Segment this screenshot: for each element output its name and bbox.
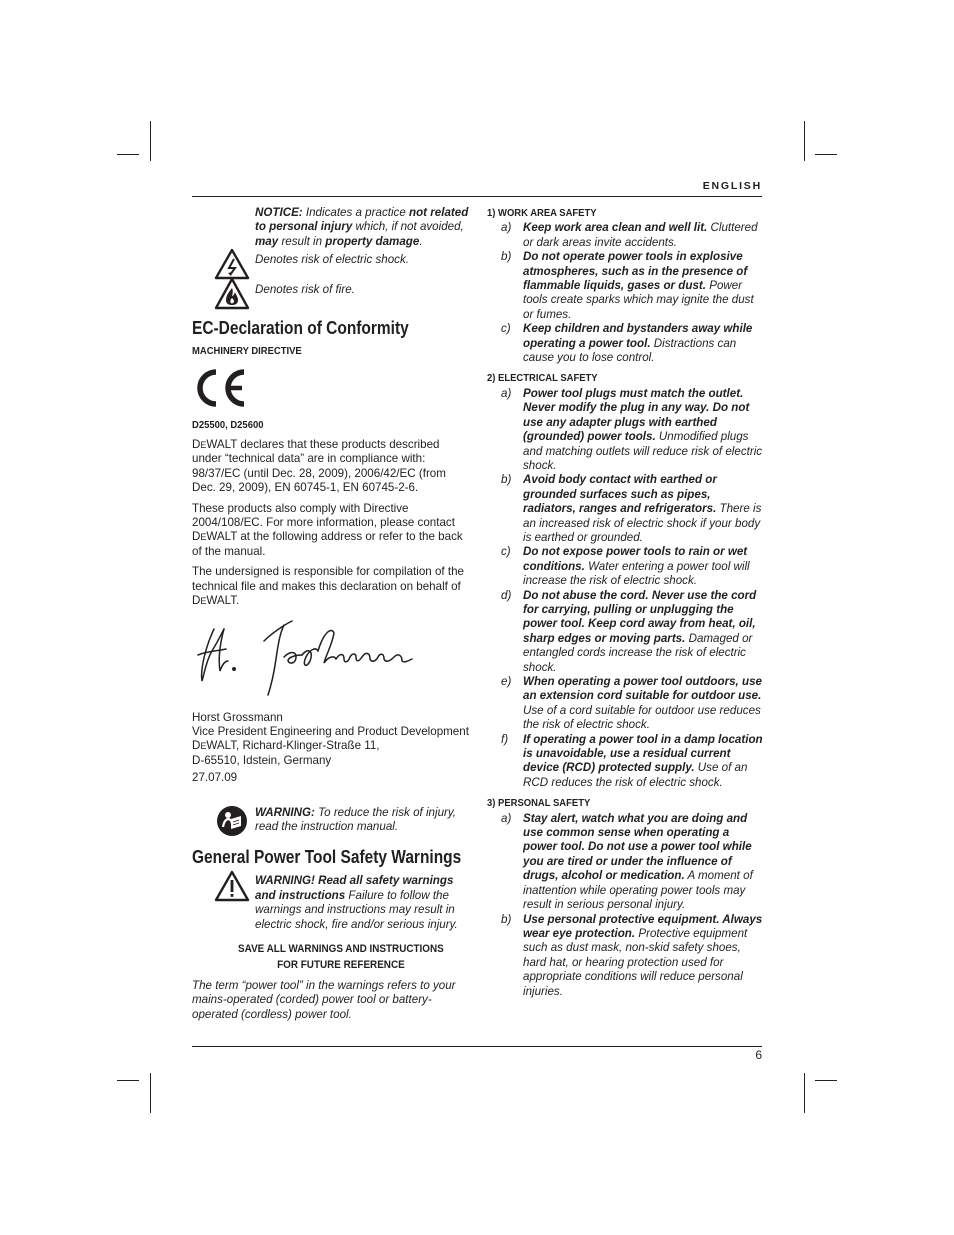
list-item-explanation: A moment of inattention while operating power tools may result in serious personal injury. [523,869,753,912]
list-item-label: c) [501,545,511,559]
machinery-directive-label: MACHINERY DIRECTIVE [192,345,302,358]
left-column [192,206,470,1022]
list-item [487,221,763,250]
list-item-instruction: Keep work area clean and well lit. [523,221,708,235]
list-item [487,675,763,733]
crop-mark [117,154,139,155]
list-item-explanation: Cluttered or dark areas invite accidents. [523,221,758,249]
save-warnings-line1: SAVE ALL WARNINGS AND INSTRUCTIONS [238,942,444,955]
crop-mark [815,1080,837,1081]
list-item-instruction: Use personal protective equipment. Always wear eye protection. [523,912,763,940]
notice-text: NOTICE: Indicates a practice not related to personal injury which, if not avoided, may result in property damage. [255,206,469,248]
warning-triangle-icon [214,870,250,902]
list-item-label: c) [501,322,511,336]
fire-text: Denotes risk of fire. [255,283,355,297]
signer-title: Vice President Engineering and Product Development [192,724,469,738]
crop-mark [150,1073,151,1113]
list-item-text [523,812,763,913]
electric-shock-warning-icon [214,248,250,280]
notice-block [192,206,470,249]
list-item-text [523,545,763,588]
company-address-line2: D-65510, Idstein, Germany [192,753,332,767]
crop-mark [815,154,837,155]
declaration-paragraph: DEWALT declares that these products described under “technical data” are in compliance with: 98/37/EC (until Dec. 28, 2009), 2006/42/EC (from Dec. 29, 2009), EN 60745-1, EN 60745-2-6. [192,438,446,495]
read-all-text: WARNING! Read all safety warnings and instructions Failure to follow the warnings and instructions may result in electric shock, fire and/or serious injury. [255,874,458,931]
section-work-area-title: 1) WORK AREA SAFETY [487,207,597,219]
list-item-label: a) [501,221,512,235]
footer-rule [192,1046,762,1047]
ce-mark-icon [192,368,252,408]
list-item-explanation: Protective equipment such as dust mask, non-skid safety shoes, hard hat, or hearing protection used for appropriate conditions will reduce personal injuries. [523,926,748,998]
ec-declaration-title: EC-Declaration of Conformity [192,318,409,339]
list-item-text [523,675,763,733]
list-item [487,387,763,473]
list-item-label: a) [501,386,512,400]
list-item [487,322,763,365]
page-language: ENGLISH [702,180,762,192]
list-item-explanation: Use of an RCD reduces the risk of electric shock. [523,761,748,789]
handwritten-signature [192,611,422,701]
general-safety-title: General Power Tool Safety Warnings [192,847,462,868]
list-item-label: b) [501,473,512,487]
work-area-list [487,221,763,365]
read-all-warning [192,874,470,932]
header-rule [192,196,762,197]
list-item-explanation: Damaged or entangled cords increase the risk of electric shock. [523,631,753,674]
list-item [487,250,763,322]
declaration-date: 27.07.09 [192,771,238,785]
signer-name: Horst Grossmann [192,710,283,724]
list-item-instruction: Do not abuse the cord. Never use the cord for carrying, pulling or unplugging the power tool. Keep cord away from heat, oil, sharp edges or moving parts. [523,588,757,645]
save-warnings-line2: FOR FUTURE REFERENCE [277,958,405,971]
list-item-explanation: Water entering a power tool will increase the risk of electric shock. [523,559,750,588]
list-item [487,589,763,675]
crop-mark [150,121,151,161]
list-item-text [523,913,763,999]
list-item-explanation: Use of a cord suitable for outdoor use reduces the risk of electric shock. [523,703,761,732]
right-column [487,206,763,999]
list-item-instruction: When operating a power tool outdoors, use an extension cord suitable for outdoor use. [523,675,762,703]
list-item-instruction: Do not operate power tools in explosive atmospheres, such as in the presence of flammable liquids, gases or dust. [523,250,748,293]
list-item-instruction: Power tool plugs must match the outlet. Never modify the plug in any way. Do not use any adapter plugs with earthed (grounded) power tools. [523,386,750,444]
list-item-text [523,250,763,322]
model-numbers: D25500, D25600 [192,418,264,431]
crop-mark [804,121,805,161]
crop-mark [117,1080,139,1081]
section-personal-title: 3) PERSONAL SAFETY [487,797,591,810]
list-item-instruction: If operating a power tool in a damp location is unavoidable, use a residual current device (RCD) protected supply. [523,732,763,775]
power-tool-definition: The term “power tool” in the warnings refers to your mains-operated (corded) power tool or battery-operated (cordless) power tool. [192,978,456,1021]
personal-list [487,812,763,999]
directive-paragraph: These products also comply with Directive 2004/108/EC. For more information, please contact DEWALT at the following address or refer to the back of the manual. [192,501,463,558]
page-number: 6 [755,1048,762,1062]
list-item-text [523,387,763,473]
list-item-explanation: Distractions can cause you to lose control. [523,336,737,365]
list-item-explanation: There is an increased risk of electric shock if your body is earthed or grounded. [523,502,762,544]
fire-warning-icon [214,277,250,311]
read-manual-text: WARNING: To reduce the risk of injury, read the instruction manual. [255,805,457,833]
crop-mark [804,1073,805,1113]
list-item-explanation: Unmodified plugs and matching outlets will reduce risk of electric shock. [523,430,763,472]
electrical-list [487,387,763,790]
list-item-instruction: Avoid body contact with earthed or grounded surfaces such as pipes, radiators, ranges and refrigerators. [523,473,717,516]
list-item-text [523,733,763,791]
list-item [487,473,763,545]
list-item-text [523,589,763,675]
list-item-label: f) [501,732,509,746]
fire-row [192,283,470,315]
list-item-text [523,221,763,250]
list-item-label: e) [501,675,512,688]
list-item-instruction: Stay alert, watch what you are doing and use common sense when operating a power tool. Do not use a power tool while you are tired or under the influence of drugs, alcohol or medication. [523,811,752,883]
list-item [487,545,763,588]
read-manual-warning [192,806,470,835]
list-item-instruction: Do not expose power tools to rain or wet conditions. [523,545,748,573]
list-item-text [523,322,763,365]
list-item [487,733,763,791]
list-item-label: b) [501,250,512,264]
list-item-explanation: Power tools create sparks which may ignite the dust or fumes. [523,279,754,321]
responsibility-paragraph: The undersigned is responsible for compilation of the technical file and makes this declaration on behalf of DEWALT. [192,565,464,608]
list-item [487,812,763,913]
read-manual-icon [216,805,248,837]
company-address: DEWALT, Richard-Klinger-Straße 11, [192,739,380,753]
list-item-instruction: Keep children and bystanders away while operating a power tool. [523,322,753,350]
list-item-label: b) [501,912,512,926]
list-item-label: a) [501,811,512,825]
list-item [487,913,763,999]
electric-shock-text: Denotes risk of electric shock. [255,253,409,267]
list-item-label: d) [501,588,512,602]
section-electrical-title: 2) ELECTRICAL SAFETY [487,372,598,385]
list-item-text [523,473,763,545]
